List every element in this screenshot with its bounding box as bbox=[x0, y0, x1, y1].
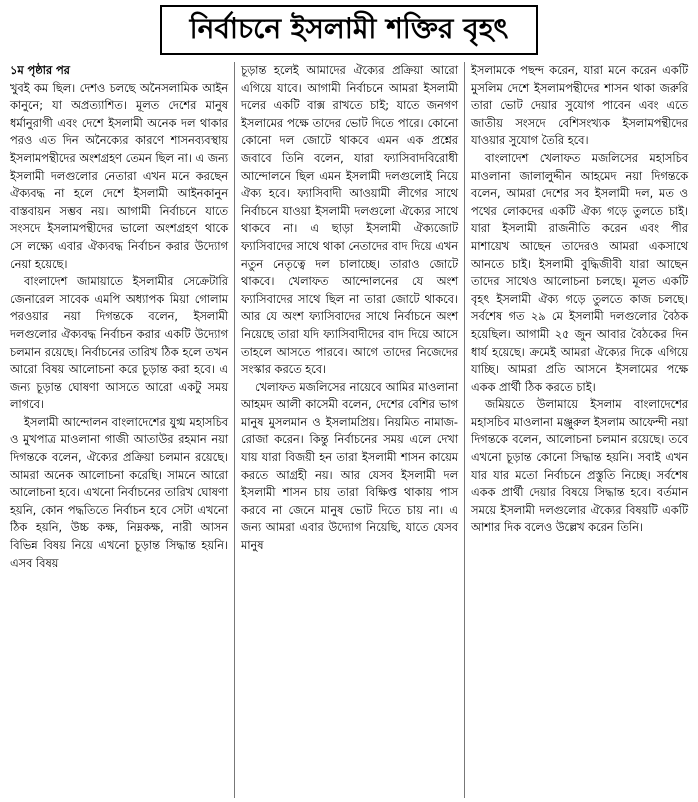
continuation-kicker: ১ম পৃষ্ঠার পর bbox=[10, 64, 70, 77]
column-2 bbox=[234, 62, 464, 798]
paragraph: খেলাফত মজলিসের নায়েবে আমির মাওলানা আহমদ আলী কাসেমী বলেন, দেশের বেশির ভাগ মানুষ মুসলমান ও ইসলামপ্রিয়। নিয়মিত নামাজ-রোজা করেন। কিন্তু নির্বাচনের সময় এলে দেখা যায় যারা বিজয়ী হন তারা ইসলামী শাসন কায়েম করতে আগ্রহী নয়। আর যেসব ইসলামী দল ইসলামী শাসন চায় তারা বিক্ষিপ্ত থাকায় পাস করবে না জেনে মানুষ ভোট দিতে চায় না। এ জন্য আমরা এবার উদ্যোগ নিয়েছি, যাতে যেসব মানুষ bbox=[241, 380, 458, 553]
paragraph: বাংলাদেশ জামায়াতে ইসলামীর সেক্রেটারি জেনারেল সাবেক এমপি অধ্যাপক মিয়া গোলাম পরওয়ার নয়া দিগন্তকে বলেন, ইসলামী দলগুলোর ঐক্যবদ্ধ নির্বাচন করার একটি উদ্যোগ চলমান রয়েছে। নির্বাচনের তারিখ ঠিক হলে তখন আরো বিষয় আলোচনা করে চূড়ান্ত করা হবে। এ জন্য চূড়ান্ত ঘোষণা আসতে আরো একটু সময় লাগবে। bbox=[10, 275, 228, 412]
paragraph: বাংলাদেশ খেলাফত মজলিসের মহাসচিব মাওলানা জালালুদ্দীন আহমেদ নয়া দিগন্তকে বলেন, আমরা দেশের সব ইসলামী দল, মত ও পথের লোকদের একটি ঐক্য গড়ে তুলতে চাই। যারা ইসলামী রাজনীতি করেন এবং পীর মাশায়েখ আছেন তাদেরও আমরা একসাথে আনতে চাই। ইসলামী বুদ্ধিজীবী যারা আছেন তাদের সাথেও আলোচনা চলছে। মূলত একটি বৃহৎ ইসলামী ঐক্য গড়ে তুলতে কাজ চলছে। সর্বশেষ গত ২৯ মে ইসলামী দলগুলোর বৈঠক হয়েছিল। আগামী ২৫ জুন আবার বৈঠকের দিন ধার্য হয়েছে। ক্রমেই আমরা ঐক্যের দিকে এগিয়ে যাচ্ছি। আমরা প্রতি আসনে ইসলামের পক্ষে একক প্রার্থী ঠিক করতে চাই। bbox=[471, 151, 688, 394]
headline: নির্বাচনে ইসলামী শক্তির বৃহৎ bbox=[160, 5, 539, 55]
headline-area bbox=[0, 0, 698, 60]
paragraph: জমিয়তে উলামায়ে ইসলাম বাংলাদেশের মহাসচিব মাওলানা মঞ্জুরুল ইসলাম আফেন্দী নয়া দিগন্তকে বলেন, আলোচনা চলমান রয়েছে। তবে এখনো চূড়ান্ত কোনো সিদ্ধান্ত হয়নি। সবাই এখন যার যার মতো নির্বাচনে প্রস্তুতি নিচ্ছে। সর্বশেষ একক প্রার্থী দেয়ার বিষয়ে সিদ্ধান্ত হবে। বর্তমান সময়ে ইসলামী দলগুলোর ঐক্যের বিষয়টি একটি আশার দিক বলেও উল্লেখ করেন তিনি। bbox=[471, 398, 688, 535]
paragraph: ইসলামকে পছন্দ করেন, যারা মনে করেন একটি মুসলিম দেশে ইসলামপন্থীদের শাসন থাকা জরুরি তারা ভোট দেয়ার সুযোগ পাবেন এবং এতে জাতীয় সংসদে বেশিসংখ্যক ইসলামপন্থীদের যাওয়ার সুযোগ তৈরি হবে। bbox=[471, 64, 688, 148]
paragraph: চূড়ান্ত হলেই আমাদের ঐক্যের প্রক্রিয়া আরো এগিয়ে যাবে। আগামী নির্বাচনে আমরা ইসলামী দলের একটি বাক্স রাখতে চাই; যাতে জনগণ ইসলামের পক্ষে তাদের ভোট দিতে পারে। কোনো কোনো দল জোটে থাকবে এমন এক প্রশ্নের জবাবে তিনি বলেন, যারা ফ্যাসিবাদবিরোধী আন্দোলনে ছিল এমন ইসলামী দলগুলোই নিয়ে ঐক্য হবে। ফ্যাসিবাদী আওয়ামী লীগের সাথে নির্বাচনে যাওয়া ইসলামী দলগুলো ঐক্যের সাথে থাকবে না। এ ছাড়া ইসলামী ঐক্যজোট ফ্যাসিবাদের সাথে থাকা নেতাদের বাদ দিয়ে এখন নতুন নেতৃত্বে দল চালাচ্ছে। তারাও জোটে থাকবে। খেলাফত আন্দোলনের যে অংশ ফ্যাসিবাদের সাথে ছিল না তারা জোটে থাকবে। আর যে অংশ ফ্যাসিবাদের সাথে নির্বাচনে অংশ নিয়েছে তারা যদি ফ্যাসিবাদীদের বাদ দিয়ে আসে তাহলে আসতে পারবে। আগে তাদের নিজেদের সংস্কার করতে হবে। bbox=[241, 64, 458, 377]
column-1 bbox=[4, 62, 234, 798]
paragraph: খুবই কম ছিল। দেশও চলছে অনৈসলামিক আইন কানুনে; যা অপ্রত্যাশিত। মূলত দেশের মানুষ ধর্মানুরাগী এবং দেশে ইসলামী অনেক দল থাকার পরও এত দিন অনৈক্যের কারণে শাসনব্যবস্থায় ইসলামপন্থীদের অংশগ্রহণ তেমন ছিল না। এ জন্য ইসলামী দলগুলোর নেতারা এখন মনে করছেন ঐক্যবদ্ধ না হলে দেশে ইসলামী আইনকানুন বাস্তবায়ন সম্ভব নয়। আগামী নির্বাচনে যাতে সংসদে ইসলামপন্থীদের ভালো অংশগ্রহণ থাকে সে লক্ষ্যে এবার ঐক্যবদ্ধ নির্বাচন করার উদ্যোগ নেয়া হয়েছে। bbox=[10, 81, 228, 271]
article-columns bbox=[4, 62, 694, 798]
paragraph bbox=[10, 62, 228, 80]
column-3 bbox=[464, 62, 694, 798]
paragraph: ইসলামী আন্দোলন বাংলাদেশের যুগ্ম মহাসচিব ও মুখপাত্র মাওলানা গাজী আতাউর রহমান নয়া দিগন্তকে বলেন, ঐক্যের প্রক্রিয়া চলমান রয়েছে। আমরা অনেক আলোচনা করেছি। সামনে আরো আলোচনা হবে। এখনো নির্বাচনের তারিখ ঘোষণা হয়নি, কোন পদ্ধতিতে নির্বাচন হবে সেটা এখনো ঠিক হয়নি, উচ্চ কক্ষ, নিম্নকক্ষ, নারী আসন বিভিন্ন বিষয় নিয়ে এখনো চূড়ান্ত সিদ্ধান্ত হয়নি। এসব বিষয় bbox=[10, 415, 228, 570]
